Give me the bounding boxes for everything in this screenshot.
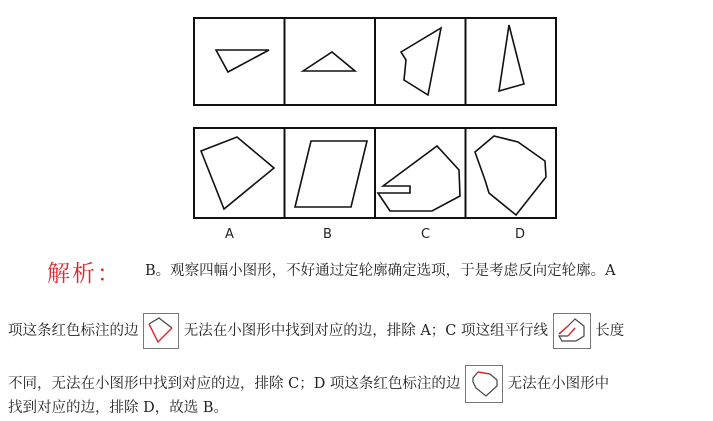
analysis-line-2 xyxy=(8,313,624,349)
analysis-line-3-text-2: 无法在小图形中 xyxy=(507,376,610,392)
question-shape-1 xyxy=(216,50,269,72)
option-d-red-edge-thumbnail xyxy=(465,365,503,403)
option-a-red-edge-thumbnail xyxy=(143,313,179,349)
option-a-thumb-icon xyxy=(144,314,178,348)
option-c-shape xyxy=(378,146,460,211)
question-shape-4 xyxy=(499,25,524,91)
question-row xyxy=(194,18,556,105)
option-a-label[interactable]: A xyxy=(225,227,234,242)
analysis-line-1 xyxy=(145,261,616,281)
question-shape-3 xyxy=(401,28,441,95)
analysis-line-2-text-1: 项这条红色标注的边 xyxy=(8,323,139,339)
analysis-line-2-text-2: 无法在小图形中找到对应的边，排除 A；C 项这组平行线 xyxy=(183,323,549,339)
analysis-line-4-text: 找到对应的边，排除 D，故选 B。 xyxy=(8,400,228,416)
analysis-line-2-text-3: 长度 xyxy=(595,323,625,339)
option-c-thumb-icon xyxy=(554,314,590,348)
option-b-shape xyxy=(295,141,367,207)
option-a-shape xyxy=(201,137,274,209)
option-d-label[interactable]: D xyxy=(515,227,526,242)
analysis-line-3-text-1: 不同，无法在小图形中找到对应的边，排除 C；D 项这条红色标注的边 xyxy=(8,376,461,392)
analysis-line-4 xyxy=(8,398,228,418)
option-c-parallel-thumbnail xyxy=(553,313,591,349)
option-d-thumb-icon xyxy=(466,366,502,402)
analysis-heading: 解析： xyxy=(47,261,122,287)
option-c-label[interactable]: C xyxy=(421,227,431,242)
analysis-line-1-text: B。观察四幅小图形，不好通过定轮廓确定选项，于是考虑反向定轮廓。A xyxy=(145,263,616,279)
options-row xyxy=(194,128,556,218)
option-d-shape xyxy=(475,136,546,215)
question-shape-2 xyxy=(303,52,355,71)
option-b-label[interactable]: B xyxy=(323,227,332,242)
